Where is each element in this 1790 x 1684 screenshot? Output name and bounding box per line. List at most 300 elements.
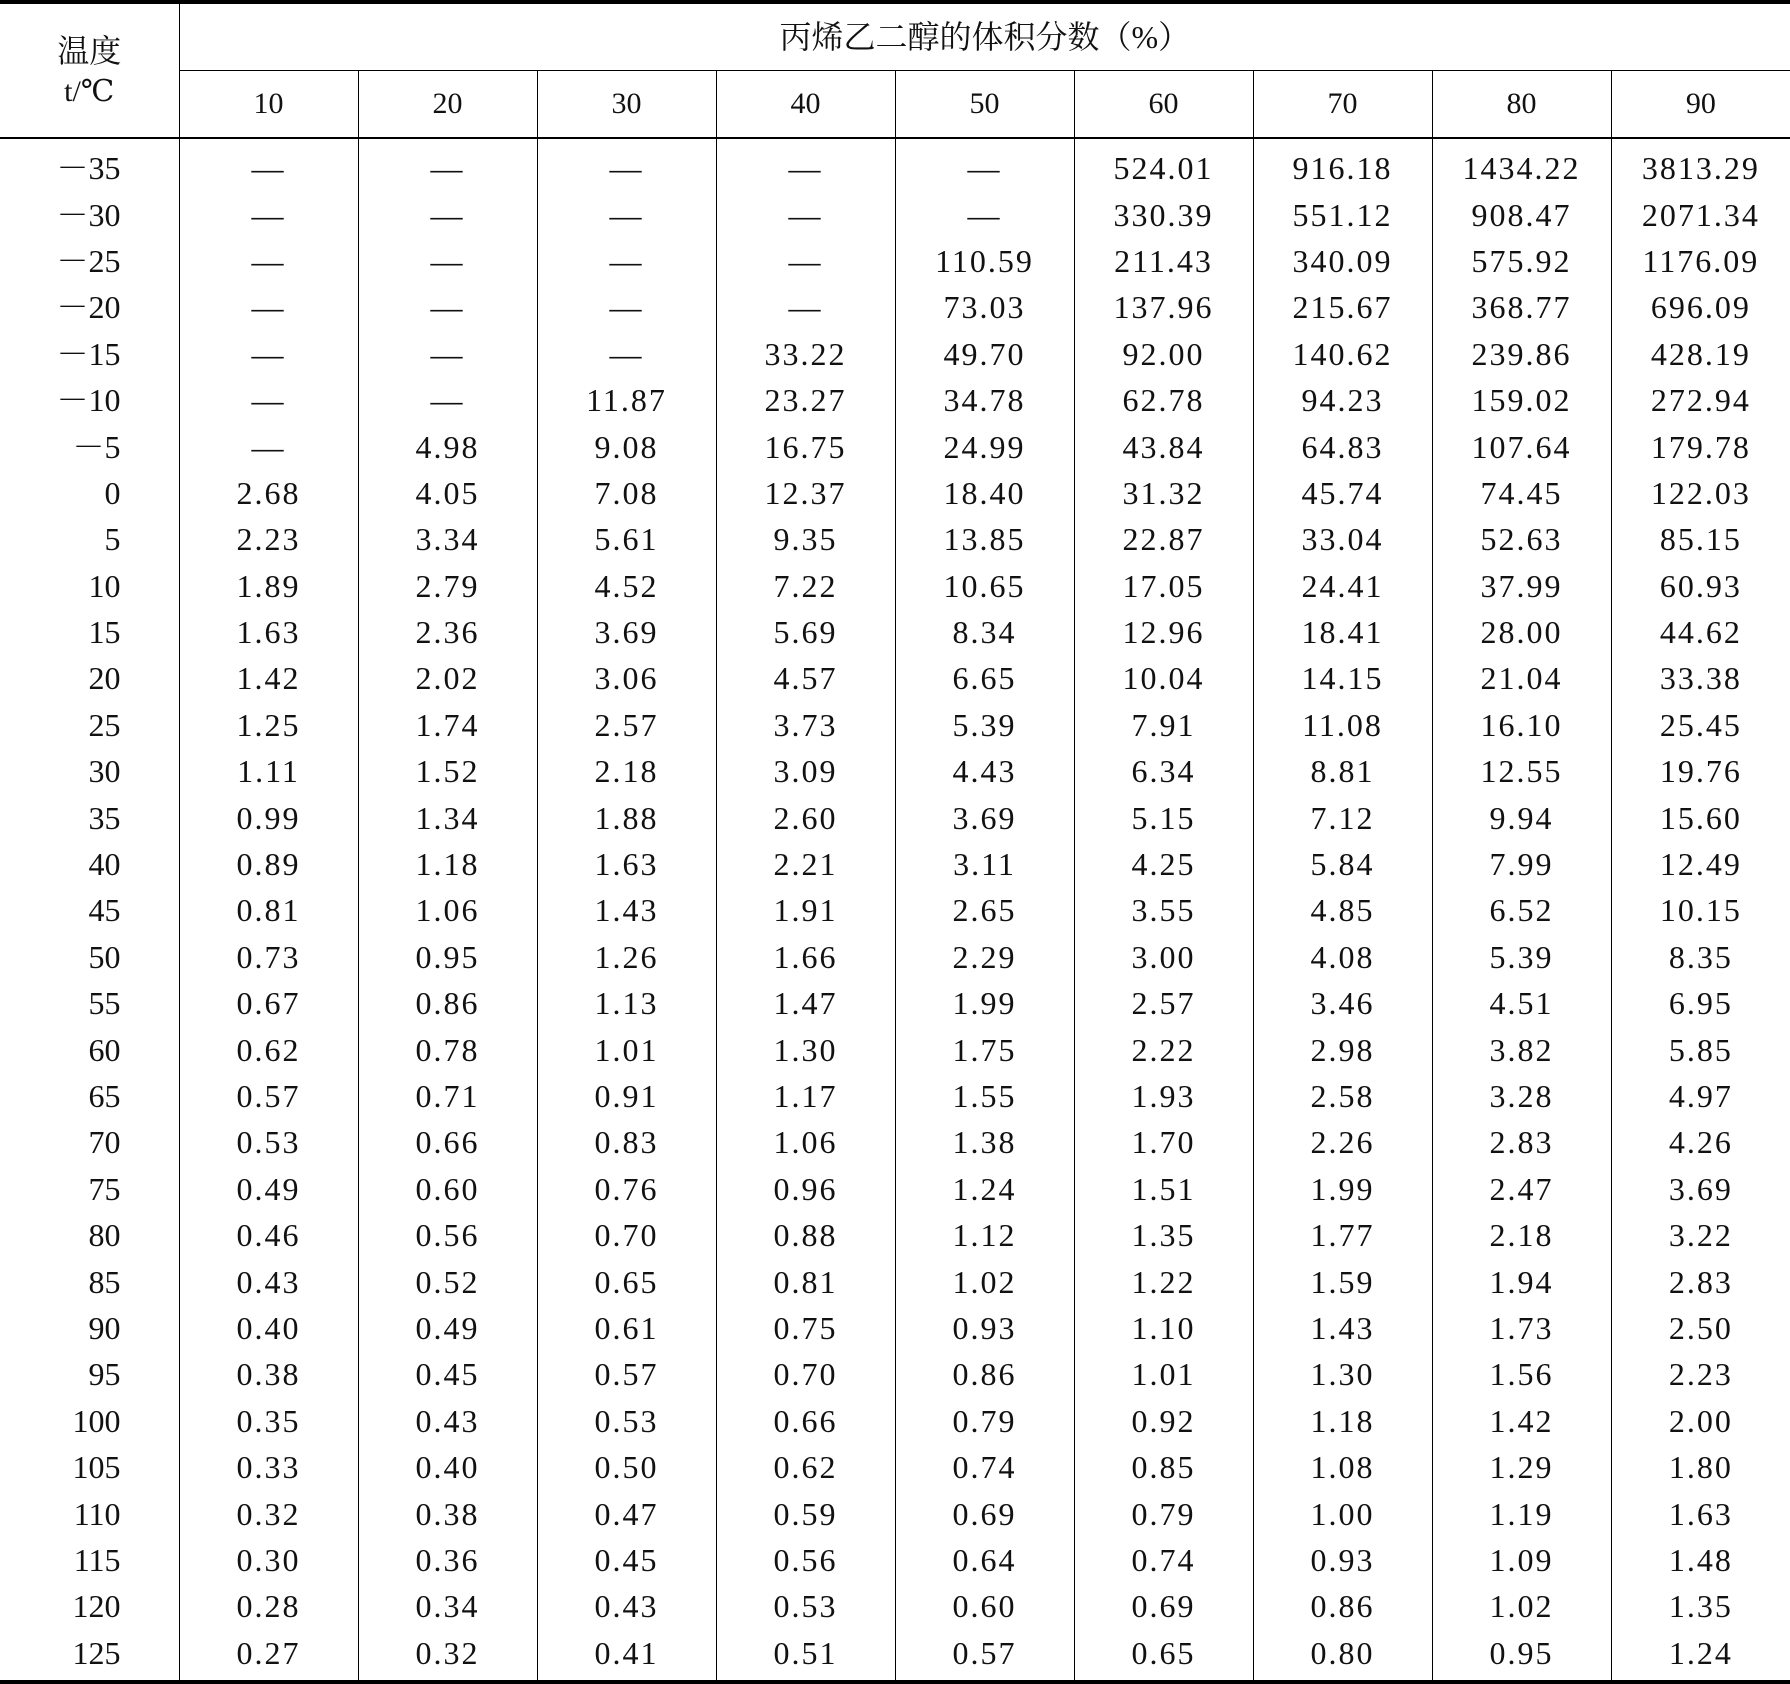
value-cell: 73.03 (895, 284, 1074, 330)
table-row (0, 331, 1790, 377)
temperature-cell: －5 (0, 423, 179, 469)
value-cell: 3.69 (537, 609, 716, 655)
table-row (0, 1351, 1790, 1397)
value-cell: 0.49 (358, 1305, 537, 1351)
value-cell: 1.99 (895, 980, 1074, 1026)
concentration-header: 40 (716, 71, 895, 139)
value-cell: 916.18 (1253, 138, 1432, 191)
value-cell: 7.08 (537, 470, 716, 516)
temperature-cell: 100 (0, 1398, 179, 1444)
value-cell: 10.65 (895, 563, 1074, 609)
value-cell: — (179, 191, 358, 237)
temperature-cell: 25 (0, 702, 179, 748)
table-row (0, 1212, 1790, 1258)
value-cell: 7.12 (1253, 794, 1432, 840)
value-cell: 5.39 (895, 702, 1074, 748)
value-cell: 16.10 (1432, 702, 1611, 748)
value-cell: 4.97 (1668, 1078, 1733, 1114)
value-cell: — (179, 238, 358, 284)
table-row (0, 1026, 1790, 1072)
value-cell: 33.22 (716, 331, 895, 377)
value-cell: 2.18 (1432, 1212, 1611, 1258)
value-cell: 3.28 (1432, 1073, 1611, 1119)
value-cell: 1.51 (1074, 1166, 1253, 1212)
value-cell: 0.73 (179, 934, 358, 980)
value-cell: 0.79 (1074, 1490, 1253, 1536)
value-cell: 21.04 (1432, 655, 1611, 701)
value-cell: 2.57 (1074, 980, 1253, 1026)
value-cell: 8.35 (1668, 938, 1733, 975)
value-cell: 0.56 (358, 1212, 537, 1258)
value-cell: 1.29 (1432, 1444, 1611, 1490)
value-cell: 1.89 (179, 563, 358, 609)
table-row (0, 794, 1790, 840)
value-cell: — (716, 138, 895, 191)
value-cell: — (716, 238, 895, 284)
table-row (0, 1537, 1790, 1583)
table-row (0, 284, 1790, 330)
value-cell: 0.57 (179, 1073, 358, 1119)
table-row (0, 1583, 1790, 1629)
value-cell: 211.43 (1074, 238, 1253, 284)
value-cell: 0.93 (895, 1305, 1074, 1351)
value-cell: 17.05 (1074, 563, 1253, 609)
temperature-cell: 70 (0, 1119, 179, 1165)
value-cell: 28.00 (1432, 609, 1611, 655)
value-cell: 0.83 (537, 1119, 716, 1165)
value-cell: 3.69 (1668, 1170, 1733, 1207)
value-cell: 1.18 (1253, 1398, 1432, 1444)
value-cell: 1.09 (1432, 1537, 1611, 1583)
value-cell: 4.85 (1253, 887, 1432, 933)
value-cell: 0.89 (179, 841, 358, 887)
value-cell: — (716, 191, 895, 237)
value-cell: 4.05 (358, 470, 537, 516)
value-cell: 4.52 (537, 563, 716, 609)
value-cell: 1.12 (895, 1212, 1074, 1258)
value-cell: 1.66 (716, 934, 895, 980)
value-cell: 92.00 (1074, 331, 1253, 377)
concentration-header: 30 (537, 71, 716, 139)
value-cell: 1.01 (537, 1026, 716, 1072)
value-cell: 0.74 (1074, 1537, 1253, 1583)
value-cell: 6.52 (1432, 887, 1611, 933)
value-cell: 524.01 (1074, 138, 1253, 191)
value-cell: 85.15 (1659, 521, 1742, 558)
value-cell: 9.94 (1432, 794, 1611, 840)
value-cell: 0.46 (179, 1212, 358, 1258)
value-cell: 0.33 (179, 1444, 358, 1490)
value-cell: 74.45 (1432, 470, 1611, 516)
value-cell: 0.66 (716, 1398, 895, 1444)
temperature-cell: 120 (0, 1583, 179, 1629)
value-cell: 1.06 (358, 887, 537, 933)
value-cell: 3.00 (1074, 934, 1253, 980)
value-cell: 2.23 (1668, 1356, 1733, 1393)
value-cell: 0.69 (1074, 1583, 1253, 1629)
value-cell: 25.45 (1659, 706, 1742, 743)
value-cell: 5.84 (1253, 841, 1432, 887)
table-row (0, 1444, 1790, 1490)
value-cell: 5.39 (1432, 934, 1611, 980)
value-cell: — (179, 331, 358, 377)
value-cell: 0.49 (179, 1166, 358, 1212)
temperature-cell: 10 (0, 563, 179, 609)
temperature-cell: 85 (0, 1258, 179, 1304)
table-row (0, 980, 1790, 1026)
value-cell: 1.63 (537, 841, 716, 887)
value-cell: 0.45 (358, 1351, 537, 1397)
value-cell: 0.86 (895, 1351, 1074, 1397)
value-cell: 0.81 (179, 887, 358, 933)
value-cell: 0.35 (179, 1398, 358, 1444)
temperature-cell: 105 (0, 1444, 179, 1490)
value-cell: 5.85 (1668, 1031, 1733, 1068)
value-cell: — (895, 138, 1074, 191)
value-cell: 368.77 (1432, 284, 1611, 330)
value-cell: 0.81 (716, 1258, 895, 1304)
temperature-cell: 95 (0, 1351, 179, 1397)
value-cell: 0.70 (716, 1351, 895, 1397)
temperature-cell: 115 (0, 1537, 179, 1583)
value-cell: 0.76 (537, 1166, 716, 1212)
value-cell: 18.41 (1253, 609, 1432, 655)
value-cell: 94.23 (1253, 377, 1432, 423)
value-cell: 696.09 (1650, 289, 1751, 326)
table-row (0, 470, 1790, 516)
value-cell: 2.18 (537, 748, 716, 794)
value-cell: 0.53 (537, 1398, 716, 1444)
temperature-cell: －15 (0, 331, 179, 377)
value-cell: 1.75 (895, 1026, 1074, 1072)
value-cell: 0.65 (1074, 1630, 1253, 1682)
value-cell: 0.32 (358, 1630, 537, 1682)
value-cell: 0.80 (1253, 1630, 1432, 1682)
value-cell: 1.24 (1611, 1630, 1790, 1682)
value-cell: 0.43 (537, 1583, 716, 1629)
value-cell: 23.27 (716, 377, 895, 423)
value-cell: 14.15 (1253, 655, 1432, 701)
value-cell: 1.63 (179, 609, 358, 655)
table-row (0, 1630, 1790, 1682)
value-cell: 12.37 (716, 470, 895, 516)
value-cell: 1.93 (1074, 1073, 1253, 1119)
value-cell: 1.06 (716, 1119, 895, 1165)
value-cell: 1.13 (537, 980, 716, 1026)
value-cell: 19.76 (1659, 753, 1742, 790)
value-cell: — (358, 238, 537, 284)
value-cell: — (537, 138, 716, 191)
value-cell: 3.73 (716, 702, 895, 748)
value-cell: 2.50 (1668, 1309, 1733, 1346)
table-row (0, 423, 1790, 469)
value-cell: 0.65 (537, 1258, 716, 1304)
header-row-concentrations (0, 71, 1790, 139)
value-cell: 12.49 (1659, 846, 1742, 883)
value-cell: 0.62 (179, 1026, 358, 1072)
value-cell: 330.39 (1074, 191, 1253, 237)
temperature-cell: 60 (0, 1026, 179, 1072)
value-cell: 140.62 (1253, 331, 1432, 377)
value-cell: 575.92 (1432, 238, 1611, 284)
value-cell: 0.79 (895, 1398, 1074, 1444)
value-cell: 0.92 (1074, 1398, 1253, 1444)
concentration-header: 60 (1074, 71, 1253, 139)
value-cell: 1.35 (1668, 1588, 1733, 1625)
table-row (0, 934, 1790, 980)
value-cell: 3.82 (1432, 1026, 1611, 1072)
temperature-cell: 75 (0, 1166, 179, 1212)
value-cell: 1.94 (1432, 1258, 1611, 1304)
value-cell: 1.42 (1432, 1398, 1611, 1444)
value-cell: 2.60 (716, 794, 895, 840)
value-cell: 64.83 (1253, 423, 1432, 469)
value-cell: 45.74 (1253, 470, 1432, 516)
temperature-cell: 110 (0, 1490, 179, 1536)
value-cell: 3.06 (537, 655, 716, 701)
value-cell: — (358, 331, 537, 377)
value-cell: 5.69 (716, 609, 895, 655)
value-cell: 2.65 (895, 887, 1074, 933)
temperature-cell: 55 (0, 980, 179, 1026)
value-cell: 5.15 (1074, 794, 1253, 840)
value-cell: 0.74 (895, 1444, 1074, 1490)
value-cell: 1.00 (1253, 1490, 1432, 1536)
value-cell: 1.74 (358, 702, 537, 748)
table-row (0, 1490, 1790, 1536)
value-cell: — (179, 284, 358, 330)
value-cell: 0.34 (358, 1583, 537, 1629)
value-cell: — (358, 191, 537, 237)
table-row (0, 1398, 1790, 1444)
value-cell: 3813.29 (1641, 150, 1760, 187)
temperature-cell: 20 (0, 655, 179, 701)
value-cell: 551.12 (1253, 191, 1432, 237)
value-cell: 1434.22 (1432, 138, 1611, 191)
table-row (0, 841, 1790, 887)
value-cell: 1.63 (1668, 1495, 1733, 1532)
value-cell: 0.95 (1432, 1630, 1611, 1682)
value-cell: 1.48 (1668, 1541, 1733, 1578)
value-cell: 13.85 (895, 516, 1074, 562)
value-cell: 6.34 (1074, 748, 1253, 794)
temperature-cell: 50 (0, 934, 179, 980)
value-cell: 1.30 (716, 1026, 895, 1072)
table-row (0, 609, 1790, 655)
value-cell: 3.55 (1074, 887, 1253, 933)
value-cell: 0.60 (358, 1166, 537, 1212)
value-cell: 1.38 (895, 1119, 1074, 1165)
temperature-cell: 30 (0, 748, 179, 794)
value-cell: 8.81 (1253, 748, 1432, 794)
table-row (0, 516, 1790, 562)
value-cell: 60.93 (1659, 567, 1742, 604)
value-cell: 2.83 (1432, 1119, 1611, 1165)
value-cell: 0.99 (179, 794, 358, 840)
value-cell: 0.66 (358, 1119, 537, 1165)
value-cell: 0.78 (358, 1026, 537, 1072)
value-cell: 24.41 (1253, 563, 1432, 609)
table-row (0, 748, 1790, 794)
value-cell: 2071.34 (1641, 196, 1760, 233)
value-cell: 4.08 (1253, 934, 1432, 980)
value-cell: 0.64 (895, 1537, 1074, 1583)
volume-fraction-header: 丙烯乙二醇的体积分数（%） (179, 2, 1790, 71)
value-cell: 0.53 (179, 1119, 358, 1165)
table-row (0, 655, 1790, 701)
table-row (0, 1073, 1790, 1119)
table-row (0, 238, 1790, 284)
value-cell: 107.64 (1432, 423, 1611, 469)
concentration-header: 80 (1432, 71, 1611, 139)
value-cell: 159.02 (1432, 377, 1611, 423)
value-cell: 0.28 (179, 1583, 358, 1629)
value-cell: 1.35 (1074, 1212, 1253, 1258)
value-cell: 37.99 (1432, 563, 1611, 609)
value-cell: 2.29 (895, 934, 1074, 980)
temperature-cell: －10 (0, 377, 179, 423)
value-cell: 43.84 (1074, 423, 1253, 469)
value-cell: 1.56 (1432, 1351, 1611, 1397)
value-cell: 0.95 (358, 934, 537, 980)
value-cell: 1.30 (1253, 1351, 1432, 1397)
value-cell: 33.38 (1659, 660, 1742, 697)
value-cell: 0.41 (537, 1630, 716, 1682)
value-cell: 1.99 (1253, 1166, 1432, 1212)
value-cell: 7.91 (1074, 702, 1253, 748)
value-cell: 2.02 (358, 655, 537, 701)
value-cell: 1.42 (179, 655, 358, 701)
table-row (0, 191, 1790, 237)
value-cell: 2.23 (179, 516, 358, 562)
table-header (0, 2, 1790, 138)
value-cell: — (537, 331, 716, 377)
value-cell: 0.50 (537, 1444, 716, 1490)
value-cell: 0.75 (716, 1305, 895, 1351)
value-cell: 0.47 (537, 1490, 716, 1536)
value-cell: 3.22 (1668, 1217, 1733, 1254)
value-cell: 3.46 (1253, 980, 1432, 1026)
value-cell: 0.60 (895, 1583, 1074, 1629)
value-cell: 179.78 (1650, 428, 1751, 465)
value-cell: 110.59 (895, 238, 1074, 284)
value-cell: 3.34 (358, 516, 537, 562)
value-cell: 0.38 (358, 1490, 537, 1536)
value-cell: 1.17 (716, 1073, 895, 1119)
temperature-header (0, 2, 179, 138)
value-cell: 24.99 (895, 423, 1074, 469)
value-cell: 0.53 (716, 1583, 895, 1629)
value-cell: 1.91 (716, 887, 895, 933)
value-cell: — (537, 284, 716, 330)
value-cell: 6.65 (895, 655, 1074, 701)
value-cell: 1.77 (1253, 1212, 1432, 1258)
value-cell: 0.96 (716, 1166, 895, 1212)
value-cell: 0.86 (358, 980, 537, 1026)
value-cell: 0.40 (179, 1305, 358, 1351)
temperature-cell: 65 (0, 1073, 179, 1119)
value-cell: — (179, 423, 358, 469)
value-cell: 0.71 (358, 1073, 537, 1119)
value-cell: 0.86 (1253, 1583, 1432, 1629)
value-cell: 1.47 (716, 980, 895, 1026)
value-cell: 2.26 (1253, 1119, 1432, 1165)
value-cell: 0.51 (716, 1630, 895, 1682)
value-cell: 4.57 (716, 655, 895, 701)
value-cell: 3.11 (895, 841, 1074, 887)
value-cell: 2.47 (1432, 1166, 1611, 1212)
value-cell: 0.88 (716, 1212, 895, 1258)
value-cell: 6.95 (1668, 985, 1733, 1022)
temperature-label: 温度 (57, 32, 122, 69)
value-cell: 2.68 (179, 470, 358, 516)
value-cell: 1.59 (1253, 1258, 1432, 1304)
value-cell: 11.87 (537, 377, 716, 423)
value-cell: 2.36 (358, 609, 537, 655)
value-cell: 18.40 (895, 470, 1074, 516)
value-cell: 239.86 (1432, 331, 1611, 377)
value-cell: 0.59 (716, 1490, 895, 1536)
value-cell: 9.35 (716, 516, 895, 562)
value-cell: 4.25 (1074, 841, 1253, 887)
value-cell: 1.01 (1074, 1351, 1253, 1397)
value-cell: 2.98 (1253, 1026, 1432, 1072)
value-cell: 1.08 (1253, 1444, 1432, 1490)
value-cell: 34.78 (895, 377, 1074, 423)
value-cell: 0.43 (358, 1398, 537, 1444)
value-cell: 1.02 (1432, 1583, 1611, 1629)
value-cell: 22.87 (1074, 516, 1253, 562)
temperature-cell: 80 (0, 1212, 179, 1258)
value-cell: — (179, 377, 358, 423)
value-cell: 2.22 (1074, 1026, 1253, 1072)
value-cell: 1.55 (895, 1073, 1074, 1119)
table-row (0, 1258, 1790, 1304)
temperature-cell: 90 (0, 1305, 179, 1351)
value-cell: 428.19 (1650, 335, 1751, 372)
value-cell: 2.57 (537, 702, 716, 748)
value-cell: 4.98 (358, 423, 537, 469)
value-cell: 2.79 (358, 563, 537, 609)
value-cell: 1.25 (179, 702, 358, 748)
table-row (0, 1119, 1790, 1165)
table-row (0, 1305, 1790, 1351)
value-cell: 1.34 (358, 794, 537, 840)
concentration-header: 50 (895, 71, 1074, 139)
value-cell: 1.22 (1074, 1258, 1253, 1304)
value-cell: 2.00 (1668, 1402, 1733, 1439)
value-cell: 0.70 (537, 1212, 716, 1258)
value-cell: — (358, 138, 537, 191)
value-cell: 215.67 (1253, 284, 1432, 330)
value-cell: 0.93 (1253, 1537, 1432, 1583)
value-cell: 137.96 (1074, 284, 1253, 330)
temperature-cell: 0 (0, 470, 179, 516)
value-cell: 0.36 (358, 1537, 537, 1583)
value-cell: 0.38 (179, 1351, 358, 1397)
value-cell: 1.10 (1074, 1305, 1253, 1351)
value-cell: 0.69 (895, 1490, 1074, 1536)
value-cell: 44.62 (1659, 614, 1742, 651)
value-cell: 0.52 (358, 1258, 537, 1304)
value-cell: 52.63 (1432, 516, 1611, 562)
value-cell: — (537, 191, 716, 237)
value-cell: 0.30 (179, 1537, 358, 1583)
table-row (0, 563, 1790, 609)
value-cell: 272.94 (1650, 382, 1751, 419)
table-body (0, 138, 1790, 1682)
value-cell: 0.57 (895, 1630, 1074, 1682)
